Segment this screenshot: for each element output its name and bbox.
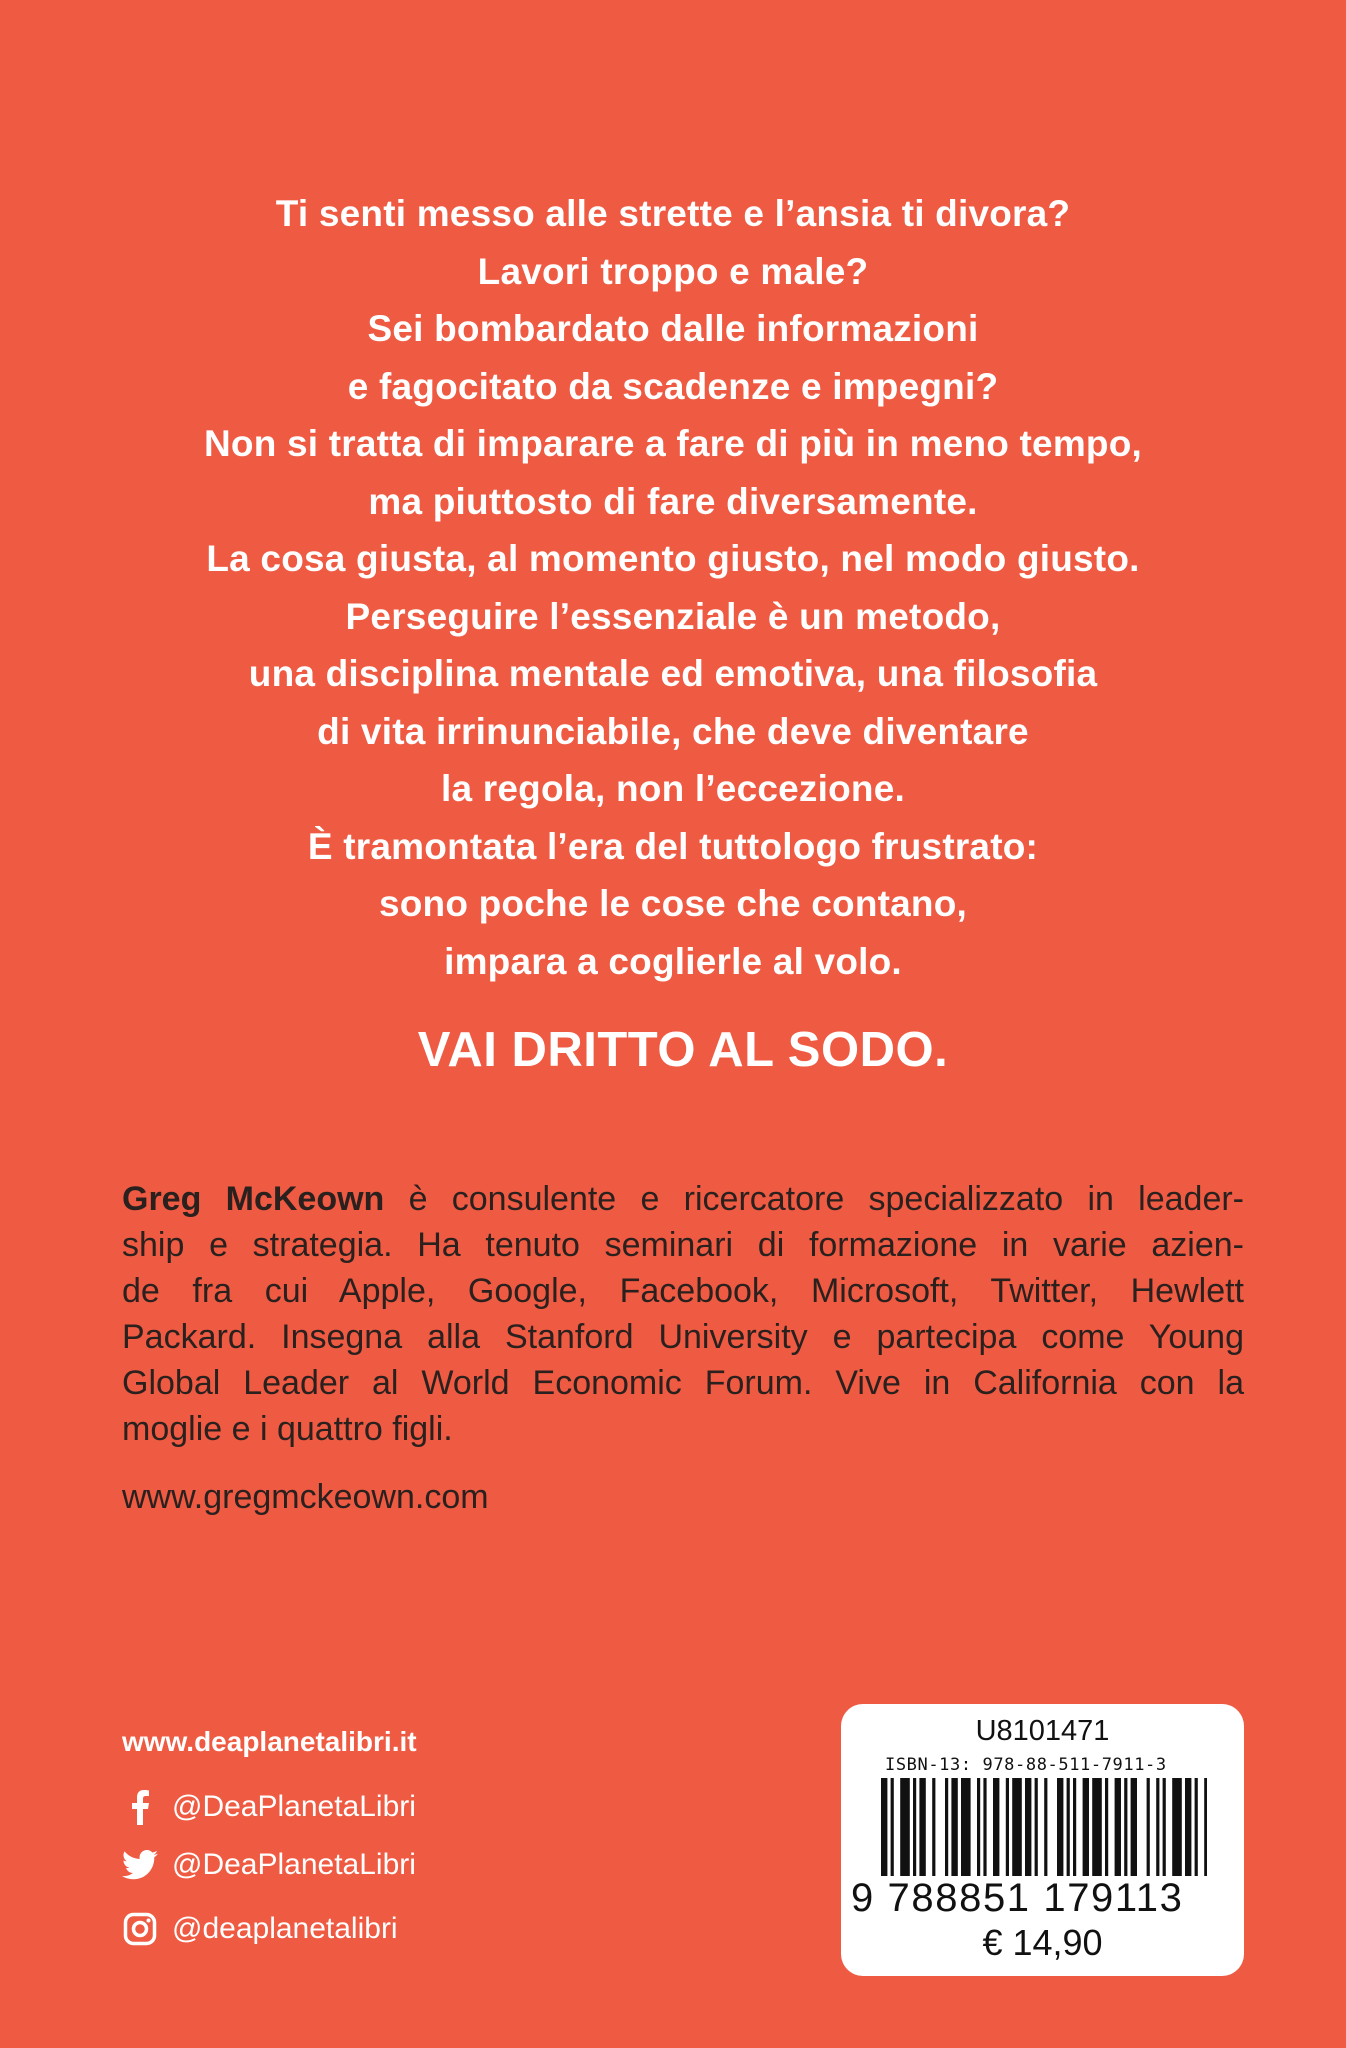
blurb-line: Perseguire l’essenziale è un metodo, — [345, 595, 1001, 637]
barcode-bar — [961, 1778, 971, 1876]
barcode-bar — [1073, 1778, 1076, 1876]
facebook-icon — [122, 1789, 158, 1825]
bio-line: moglie e i quattro figli. — [122, 1410, 453, 1448]
bio-line: Packard. Insegna alla Stanford University e partecipa come Young — [122, 1318, 1244, 1356]
bio-line-text: è consulente e ricercatore specializzato in leader- — [384, 1180, 1245, 1218]
social-instagram[interactable] — [122, 1906, 398, 1952]
facebook-handle: @DeaPlanetaLibri — [172, 1790, 416, 1823]
barcode-bar — [1172, 1778, 1182, 1876]
barcode-bar — [1083, 1778, 1089, 1876]
barcode-bar — [1204, 1778, 1207, 1876]
blurb-line: Non si tratta di imparare a fare di più in meno tempo, — [203, 423, 1143, 464]
twitter-handle: @DeaPlanetaLibri — [172, 1848, 416, 1881]
blurb-line: una disciplina mentale ed emotiva, una filosofia — [248, 653, 1098, 694]
bio-line — [122, 1176, 1244, 1222]
bio-line: Global Leader al World Economic Forum. Vive in California con la — [122, 1364, 1244, 1402]
bio-line: ship e strategia. Ha tenuto seminari di formazione in varie azien- — [122, 1226, 1244, 1264]
blurb-line: impara a coglierle al volo. — [444, 940, 902, 982]
barcode-bar — [1131, 1778, 1137, 1876]
barcode-bar — [1147, 1778, 1150, 1876]
barcode-bar — [977, 1778, 980, 1876]
barcode-bar — [993, 1778, 999, 1876]
barcode-bar — [1195, 1778, 1198, 1876]
barcode-bar — [945, 1778, 948, 1876]
barcode-bar — [1156, 1778, 1159, 1876]
barcode-bar — [1044, 1778, 1047, 1876]
barcode-bar — [1185, 1778, 1191, 1876]
barcode-bar — [881, 1778, 887, 1876]
barcode-bar — [913, 1778, 916, 1876]
blurb-line: di vita irrinunciabile, che deve diventare — [317, 710, 1029, 752]
barcode-bar — [1006, 1778, 1009, 1876]
barcode-bar — [932, 1778, 935, 1876]
author-website-link[interactable]: www.gregmckeown.com — [122, 1478, 489, 1516]
isbn-label: ISBN-13: 978-88-511-7911-3 — [885, 1755, 1167, 1775]
publisher-website-link[interactable]: www.deaplanetalibri.it — [122, 1726, 417, 1757]
product-code: U8101471 — [975, 1715, 1110, 1747]
blurb-line: Sei bombardato dalle informazioni — [367, 308, 979, 349]
barcode-bar — [1105, 1778, 1108, 1876]
barcode-bar — [951, 1778, 957, 1876]
barcode-bar — [900, 1778, 910, 1876]
barcode-panel — [841, 1704, 1244, 1976]
instagram-handle: @deaplanetalibri — [172, 1912, 398, 1945]
barcode-bar — [1092, 1778, 1102, 1876]
twitter-icon — [122, 1847, 158, 1883]
barcode-bar — [1163, 1778, 1166, 1876]
barcode-bar — [891, 1778, 894, 1876]
blurb-line: Lavori troppo e male? — [477, 250, 869, 292]
blurb-line: sono poche le cose che contano, — [378, 883, 968, 924]
blurb-line: e fagocitato da scadenze e impegni? — [347, 365, 999, 407]
author-bio — [122, 1176, 1244, 1452]
barcode-bar — [1012, 1778, 1022, 1876]
barcode-bar — [919, 1778, 925, 1876]
barcode-bar — [1124, 1778, 1127, 1876]
barcode-bar — [1057, 1778, 1063, 1876]
social-facebook[interactable] — [122, 1784, 416, 1830]
barcode-bar — [1115, 1778, 1121, 1876]
bio-line: de fra cui Apple, Google, Facebook, Microsoft, Twitter, Hewlett — [122, 1272, 1244, 1310]
barcode-bar — [983, 1778, 986, 1876]
barcode-bar — [1035, 1778, 1038, 1876]
barcode-bars — [881, 1778, 1207, 1876]
blurb-line: la regola, non l’eccezione. — [441, 768, 905, 809]
tagline: VAI DRITTO AL SODO. — [417, 1023, 949, 1077]
blurb — [120, 185, 1226, 990]
instagram-icon — [122, 1911, 158, 1947]
barcode-bar — [1025, 1778, 1031, 1876]
blurb-line: La cosa giusta, al momento giusto, nel modo giusto. — [206, 538, 1140, 579]
blurb-line: ma piuttosto di fare diversamente. — [368, 480, 978, 522]
barcode-bar — [1067, 1778, 1070, 1876]
social-twitter[interactable] — [122, 1842, 416, 1888]
blurb-line: È tramontata l’era del tuttologo frustrato: — [307, 825, 1039, 867]
price: € 14,90 — [982, 1922, 1103, 1963]
blurb-line: Ti senti messo alle strette e l’ansia ti divora? — [275, 193, 1071, 234]
barcode-digits: 9 788851 179113 — [851, 1876, 1184, 1920]
author-name: Greg McKeown — [122, 1180, 385, 1218]
